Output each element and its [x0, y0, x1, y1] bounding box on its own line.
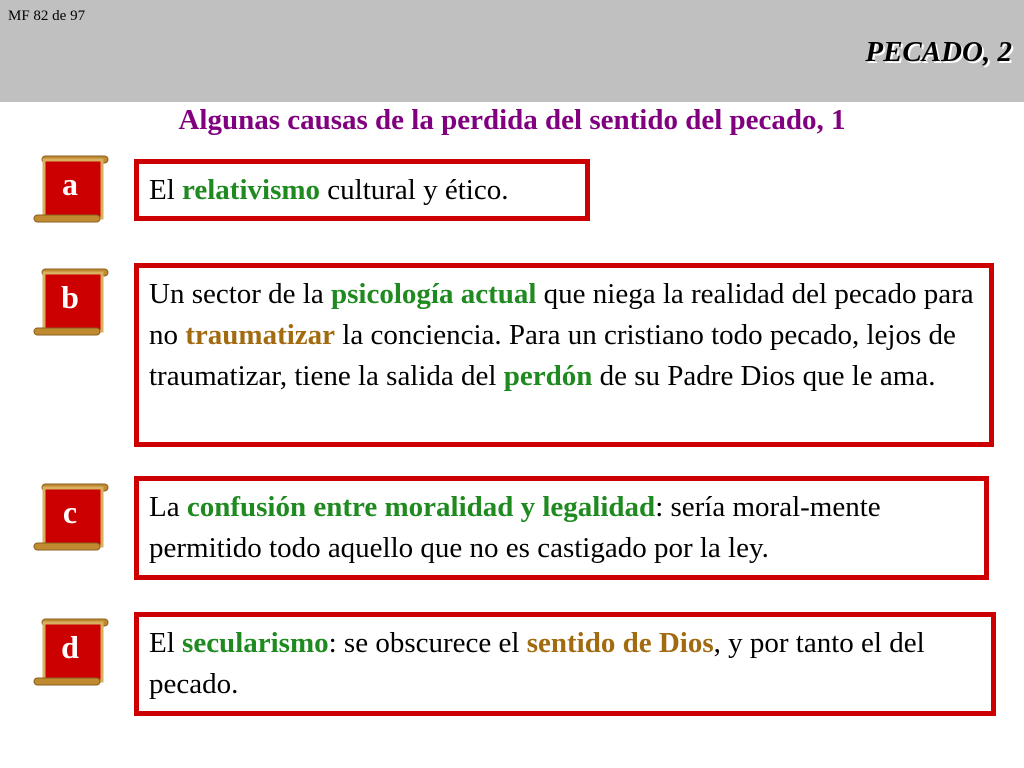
item-box-b [134, 263, 994, 447]
item-highlight: sentido de Dios [526, 627, 714, 659]
item-text: que niega la realidad del pecado para no [149, 278, 974, 351]
subtitle: Algunas causas de la perdida del sentido del pecado, 1 [178, 104, 846, 136]
scroll-icon-b [32, 265, 112, 339]
item-text: : sería moral-mente permitido todo aquello que no es castigado por la ley. [149, 491, 881, 564]
item-box-d [134, 612, 996, 716]
scroll-icon-a [32, 152, 112, 226]
item-highlight: confusión entre moralidad y legalidad [186, 491, 656, 523]
item-text: : se obscurece el [328, 627, 527, 659]
item-highlight: traumatizar [185, 319, 336, 351]
item-highlight: psicología actual [331, 278, 537, 310]
slide-title: PECADO, 2 [865, 36, 1012, 68]
item-box-a [134, 159, 590, 221]
page-counter: MF 82 de 97 [8, 8, 86, 24]
item-text: cultural y ético. [320, 174, 509, 206]
scroll-icon-c [32, 480, 112, 554]
item-highlight: secularismo [182, 627, 329, 659]
item-letter: c [62, 494, 78, 530]
item-text: El [149, 174, 183, 206]
item-text: , y por tanto el del pecado. [149, 627, 925, 700]
item-box-c [134, 476, 989, 580]
item-letter: a [62, 166, 78, 202]
item-text: la conciencia. Para un cristiano todo pecado, lejos de traumatizar, tiene la salida del [149, 319, 956, 392]
item-letter: d [61, 629, 79, 665]
item-letter: b [61, 279, 79, 315]
item-text: de su Padre Dios que le ama. [592, 360, 936, 392]
item-highlight: relativismo [182, 174, 321, 206]
item-text: La [149, 491, 187, 523]
item-highlight: perdón [503, 360, 593, 392]
scroll-icon-d [32, 615, 112, 689]
item-text: El [149, 627, 183, 659]
item-text: Un sector de la [149, 278, 331, 310]
header-band [0, 0, 1024, 102]
